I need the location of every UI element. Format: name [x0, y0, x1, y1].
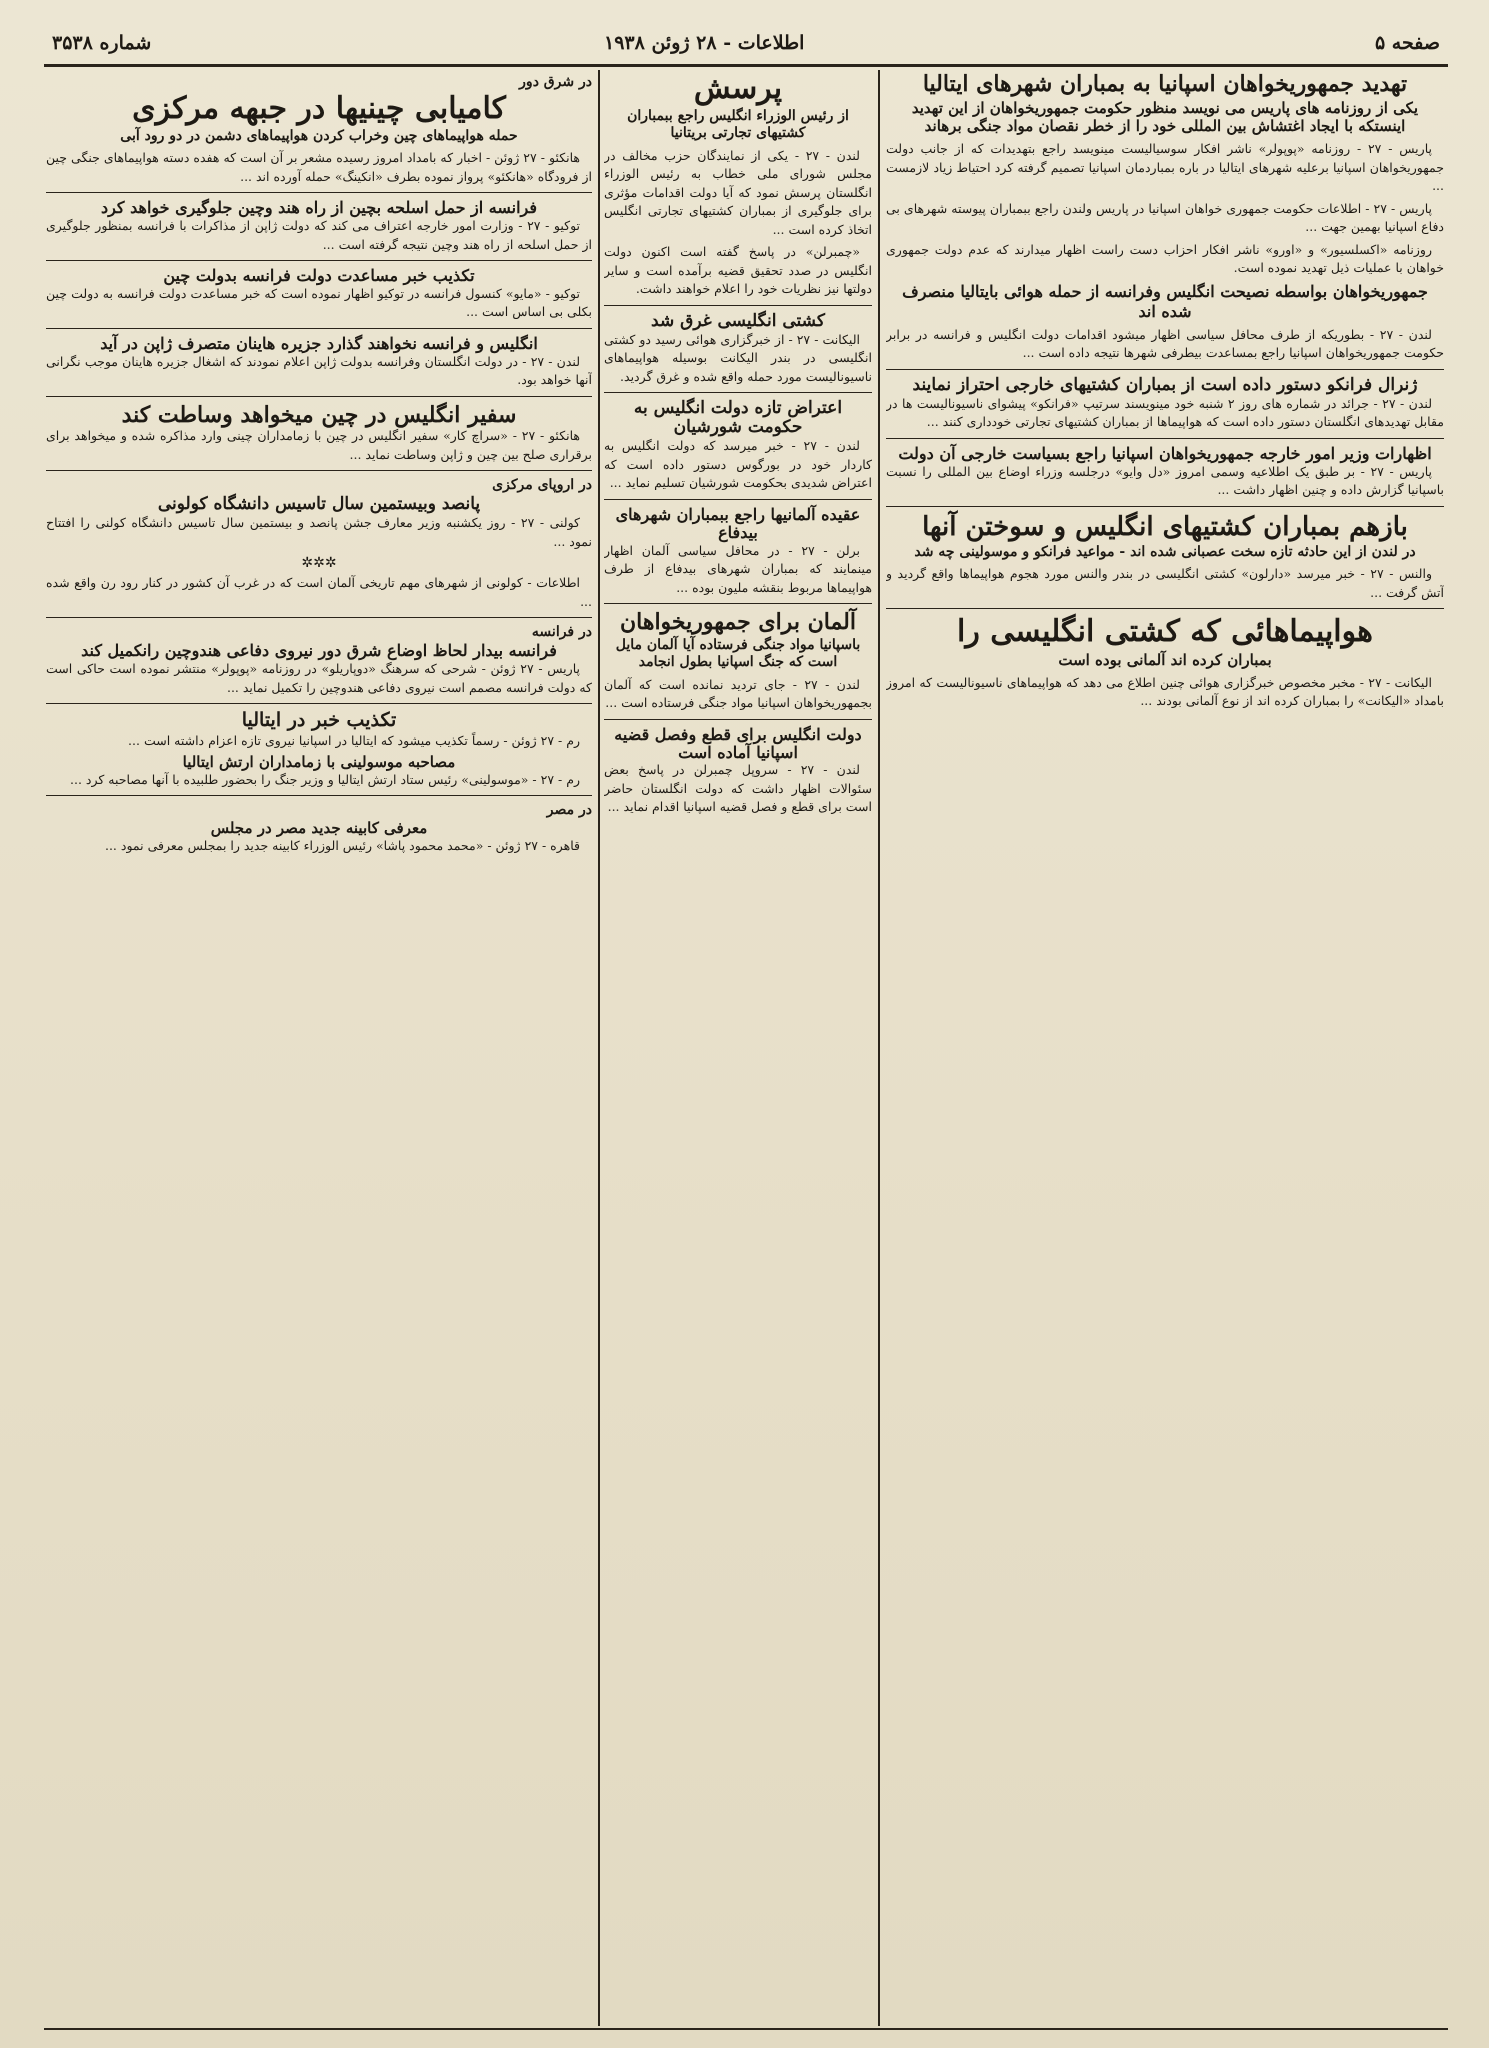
column-rule	[598, 70, 600, 2026]
column-middle	[604, 72, 872, 2024]
issue-number: شماره ۳۵۳۸	[52, 32, 152, 54]
article-paragraph: لندن - ۲۷ - خبر میرسد که دولت انگلیس به کاردار خود در بورگوس دستور داده است که اعتراض شدیدی بحکومت شورشیان تسلیم نماید ...	[604, 438, 872, 491]
article-paragraph: «چمبرلن» در پاسخ گفته است اکنون دولت انگلیس در صدد تحقیق قضیه برآمده است و سایر دولتها نیز نظریات خود را اعلام خواهند داشت.	[604, 244, 872, 297]
article-paragraph: قاهره - ۲۷ ژوئن - «محمد محمود پاشا» رئیس الوزراء کابینه جدید را بمجلس معرفی نمود ...	[104, 838, 580, 854]
divider	[46, 328, 592, 329]
article-title: معرفی کابینه جدید مصر در مجلس	[210, 819, 428, 838]
bottom-rule	[44, 2028, 1448, 2030]
divider	[604, 392, 872, 393]
article-title: مصاحبه موسولینی با زمامداران ارتش ایتالیا	[182, 753, 456, 772]
article-paragraph: لندن - ۲۷ - یکی از نمایندگان حزب مخالف در مجلس شورای ملی خطاب به رئیس الوزراء انگلستان پرسش نمود که آیا دولت اقدامات مؤثری برای جلوگیری از بمباران کشتیهای تجارتی انگلیس اتخاذ کرده است ...	[604, 147, 872, 237]
article-title: هواپیماهائی که کشتی انگلیسی را	[957, 614, 1373, 650]
date-line: اطلاعات - ۲۸ ژوئن ۱۹۳۸	[604, 32, 805, 54]
article-title: کامیابی چینیها در جبهه مرکزی	[132, 91, 506, 126]
article-title: عقیده آلمانیها راجع ببمباران شهرهای بیدفاع	[615, 504, 861, 542]
article-title: پرسش	[693, 72, 783, 106]
article-paragraph: والنس - ۲۷ - خبر میرسد «دارلون» کشتی انگلیسی در بندر والنس مورد هجوم هواپیماها واقع گردید و آتش گرفت ...	[886, 566, 1444, 600]
article-paragraph: الیکانت - ۲۷ - از خبرگزاری هوائی رسید دو کشتی انگلیسی در بندر الیکانت بوسیله هواپیماهای ناسیونالیست مورد حمله واقع شده و غرق گردید.	[604, 331, 872, 384]
article-paragraph: پاریس - ۲۷ - بر طبق یک اطلاعیه وسمی امروز «دل وایو» درجلسه وزراء اوضاع بین المللی را نسبت باسپانیا گزارش داده و چنین اظهار داشت ...	[886, 463, 1444, 498]
article-title: تکذیب خبر مساعدت دولت فرانسه بدولت چین	[163, 266, 475, 285]
article-title: تکذیب خبر در ایتالیا	[241, 709, 397, 732]
divider	[604, 719, 872, 720]
article-paragraph: لندن - ۲۷ - بطوریکه از طرف محافل سیاسی اظهار میشود اقدامات دولت انگلیس و فرانسه در برابر حکومت جمهوریخواهان اسپانیا راجع بمساعدت بیطرفی شهرها نتیجه داده است ...	[886, 326, 1444, 361]
article-title: بازهم بمباران کشتیهای انگلیس و سوختن آنها	[922, 511, 1408, 542]
article-title: انگلیس و فرانسه نخواهند گذارد جزیره هاینان متصرف ژاپن در آید	[100, 333, 538, 353]
divider	[886, 506, 1444, 507]
article-title: ژنرال فرانکو دستور داده است از بمباران کشتیهای خارجی احتراز نمایند	[912, 374, 1418, 395]
article-title: آلمان برای جمهوریخواهان	[619, 609, 857, 635]
article-paragraph: پاریس - ۲۷ ژوئن - شرحی که سرهنگ «دوپاریلو» در روزنامه «پوپولر» منتشر نموده است حاکی است که دولت فرانسه مصمم است نیروی دفاعی هندوچین را تکمیل نماید ...	[46, 661, 592, 695]
divider	[46, 192, 592, 193]
ornament: ✲✲✲	[301, 555, 337, 572]
article-subtitle: باسپانیا مواد جنگی فرستاده آیا آلمان مایل است که جنگ اسپانیا بطول انجامد	[615, 636, 861, 671]
article-title: اعتراض تازه دولت انگلیس به حکومت شورشیان	[633, 398, 843, 438]
article-title: دولت انگلیس برای قطع وفصل قضیه اسپانیا آماده است	[614, 724, 862, 762]
article-paragraph: برلن - ۲۷ - در محافل سیاسی آلمان اظهار مینمایند که بمباران شهرهای بیدفاع از طرف هواپیماها مربوط بنقشه ملیون بوده ...	[604, 542, 872, 595]
article-paragraph: توکیو - «مایو» کنسول فرانسه در توکیو اظهار نموده است که خبر مساعدت دولت فرانسه به دولت چین بکلی بی اساس است ...	[46, 285, 592, 320]
section-label: در مصر	[546, 802, 592, 819]
article-paragraph: کولنی - ۲۷ - روز یکشنبه وزیر معارف جشن پانصد و بیستمین سال تاسیس دانشگاه کولنی را افتتاح نمود ...	[46, 515, 592, 549]
article-paragraph: هانکئو - ۲۷ ژوئن - اخبار که بامداد امروز رسیده مشعر بر آن است که هفده دسته هواپیماهای جنگی چین از فرودگاه «هانکئو» پرواز نموده بطرف «انکینگ» حمله آورده اند ...	[46, 150, 592, 184]
column-left	[46, 72, 592, 2024]
article-subtitle: حمله هواپیماهای چین وخراب کردن هواپیماهای دشمن در دو رود آبی	[120, 127, 518, 144]
section-label: در شرق دور	[519, 74, 592, 90]
divider	[604, 603, 872, 604]
divider	[604, 305, 872, 306]
article-subtitle: در لندن از این حادثه تازه سخت عصبانی شده اند - مواعید فرانکو و موسولینی چه شد	[914, 543, 1416, 560]
section-label: در اروپای مرکزی	[492, 477, 592, 494]
divider	[46, 703, 592, 704]
masthead	[44, 30, 1448, 60]
article-subtitle: بمباران کرده اند آلمانی بوده است	[1058, 650, 1272, 669]
divider	[46, 396, 592, 397]
divider	[46, 260, 592, 261]
article-paragraph: الیکانت - ۲۷ - مخبر مخصوص خبرگزاری هوائی چنین اطلاع می دهد که هواپیماهای ناسیونالیست که امروز بامداد «الیکانت» را بمباران کرده اند از نوع آلمانی بودند ...	[886, 674, 1444, 709]
divider	[886, 608, 1444, 609]
article-lead: یکی از روزنامه های پاریس می نویسد منظور حکومت جمهوریخواهان از این تهدید اینستکه با ایجاد اغتشاش بین المللی خود را از خطر نقصان مواد جنگی برهاند	[911, 98, 1419, 136]
section-label: در فرانسه	[531, 624, 592, 641]
article-paragraph: لندن - ۲۷ - سروپل چمبرلن در پاسخ بعض سئوالات اظهار داشت که دولت انگلستان حاضر است برای قطع و فصل قضیه اسپانیا اقدام نماید ...	[604, 762, 872, 815]
article-title: فرانسه بیدار لحاظ اوضاع شرق دور نیروی دفاعی هندوچین رانکمیل کند	[81, 641, 557, 661]
divider	[46, 617, 592, 618]
article-paragraph: پاریس - ۲۷ - روزنامه «پوپولر» ناشر افکار سوسیالیست مینویسد راجع بتهدیدات که از جانب دولت جمهوریخواهان اسپانیا برعلیه شهرهای ایتالیا در باره بمباردمان اسپانیا تصمیم گرفته کرد احتیاط زیاد لازمست ...	[886, 141, 1444, 194]
article-paragraph: لندن - ۲۷ - جای تردید نمانده است که آلمان بجمهوریخواهان اسپانیا مواد جنگی فرستاده است ...	[604, 676, 872, 711]
article-paragraph: رم - ۲۷ ژوئن - رسماً تکذیب میشود که ایتالیا در اسپانیا نیروی تازه اعزام داشته است ...	[128, 732, 580, 748]
article-paragraph: لندن - ۲۷ - در دولت انگلستان وفرانسه بدولت ژاپن اعلام نمودند که اشغال جزیره هاینان موجب نگرانی آنها خواهد بود.	[46, 353, 592, 388]
article-title: اظهارات وزیر امور خارجه جمهوریخواهان اسپانیا راجع بسیاست خارجی آن دولت	[898, 443, 1432, 463]
divider	[46, 470, 592, 471]
divider	[886, 369, 1444, 370]
article-paragraph: روزنامه «اکسلسیور» و «اورو» ناشر افکار احزاب دست راست اظهار میدارند که عدم دولت جمهوری خواهان با عملیات ذیل تهدید نموده است.	[886, 241, 1444, 276]
masthead-rule	[44, 64, 1448, 67]
article-paragraph: هانکئو - ۲۷ - «سراچ کار» سفیر انگلیس در چین با زمامداران چینی وارد مذاکره شده و میخواهد برای برقراری صلح بین چین و ژاپن وساطت نماید ...	[46, 428, 592, 462]
article-paragraph: اطلاعات - کولونی از شهرهای مهم تاریخی آلمان است که در غرب آن کشور در کنار رود رن واقع شده ...	[46, 575, 592, 609]
article-title: فرانسه از حمل اسلحه بچین از راه هند وچین جلوگیری خواهد کرد	[100, 198, 538, 218]
column-rule	[878, 70, 880, 2026]
article-subtitle: جمهوریخواهان بواسطه نصیحت انگلیس وفرانسه از حمله هوائی بایتالیا منصرف شده اند	[902, 281, 1428, 321]
article-subtitle: از رئیس الوزراء انگلیس راجع ببمباران کشتیهای تجارتی بریتانیا	[627, 107, 849, 142]
divider	[886, 438, 1444, 439]
article-title: سفیر انگلیس در چین میخواهد وساطت کند	[121, 401, 517, 428]
article-paragraph: پاریس - ۲۷ - اطلاعات حکومت جمهوری خواهان اسپانیا در پاریس ولندن راجع ببمباران پیوسته شهرهای بی دفاع اسپانیا بهمین جهت ...	[886, 200, 1444, 235]
article-paragraph: رم - ۲۷ - «موسولینی» رئیس ستاد ارتش ایتالیا و وزیر جنگ را بحضور طلبیده با آنها مصاحبه کرد ...	[70, 771, 580, 787]
page-label: صفحه ۵	[1374, 32, 1440, 54]
article-paragraph: توکیو - ۲۷ - وزارت امور خارجه اعتراف می کند که دولت ژاپن از مذاکرات با فرانسه بمنظور جلوگیری از حمل اسلحه از راه هند وچین نتیجه گرفته است ...	[46, 218, 592, 252]
divider	[46, 795, 592, 796]
article-paragraph: لندن - ۲۷ - جرائد در شماره های روز ۲ شنبه خود مینویسند سرتیپ «فرانکو» پیشوای ناسیونالیست ها در مقابل تهدیدهای انگلستان دستور داده است که هواپیماها از بمباران کشتیهای تجارتی خودداری کنند ...	[886, 395, 1444, 430]
column-right	[886, 72, 1444, 2024]
article-title: پانصد وبیستمین سال تاسیس دانشگاه کولونی	[157, 494, 481, 515]
divider	[604, 499, 872, 500]
article-title: کشتی انگلیسی غرق شد	[651, 310, 825, 331]
article-title: تهدید جمهوریخواهان اسپانیا به بمباران شهرهای ایتالیا	[922, 72, 1408, 97]
